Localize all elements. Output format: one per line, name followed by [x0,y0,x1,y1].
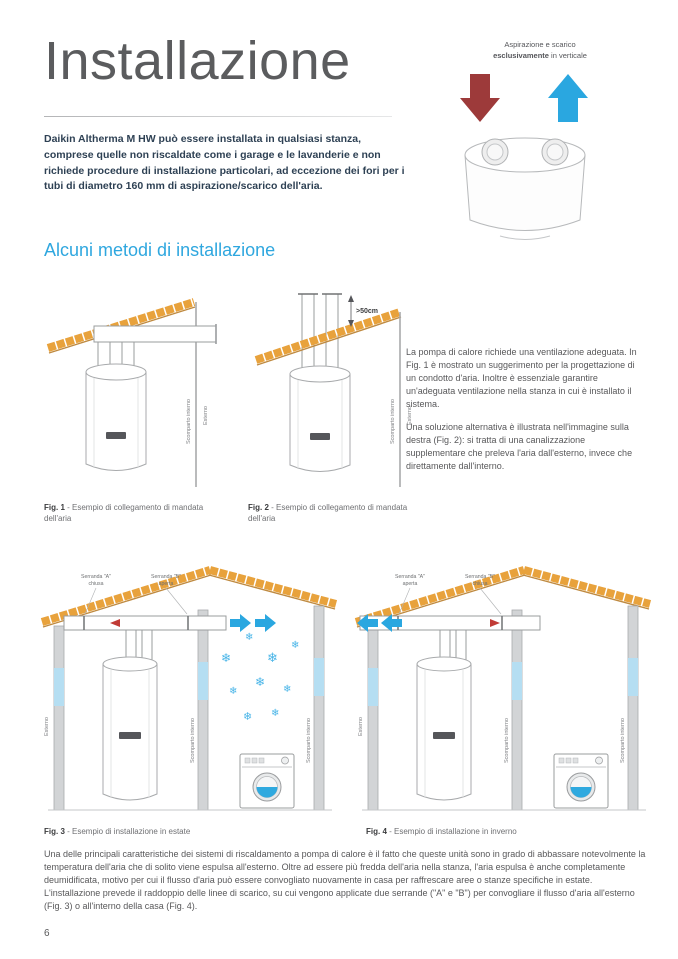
vent-illustration [440,60,640,250]
fig3-caption [44,826,324,837]
label-esterno: Esterno [44,717,50,736]
vent-note-bold: esclusivamente [493,50,549,60]
label-scomparto-interno-2: Scomparto interno [620,718,626,763]
serranda-a-state: aperta [402,581,418,587]
fig4-caption-text: - Esempio di installazione in inverno [386,827,517,836]
snowflake-icon: ❄ [245,632,254,643]
serranda-a-state: chiusa [88,581,104,587]
leader-line [166,588,187,614]
page-title: Installazione [44,31,351,91]
water-heater [417,657,471,800]
snowflake-icon: ❄ [267,650,278,665]
blue-flow-arrow-icon [255,614,276,632]
leader-line [480,588,501,614]
water-heater [86,364,146,471]
serranda-b-state: aperta [158,581,174,587]
fig2-caption-text: - Esempio di collegamento di mandata dell'aria [248,503,408,524]
fig2-caption-label: Fig. 2 [248,503,269,512]
label-scomparto-interno-1: Scomparto interno [190,718,196,763]
label-esterno: Esterno [203,406,209,425]
fig3-diagram [38,558,340,822]
fig4-caption [366,826,646,837]
roof-tiles [524,570,650,604]
dimension-arrow-icon [348,295,354,302]
water-heater-top-view [465,138,585,240]
washing-machine [554,754,608,808]
control-panel [310,433,330,440]
snowflake-icon: ❄ [221,651,232,665]
vent-note-rest: in verticale [548,50,587,60]
air-duct [94,326,216,342]
snowflake-icon: ❄ [283,684,292,695]
control-panel [106,432,126,439]
label-esterno: Esterno [407,406,413,425]
label-scomparto-interno-2: Scomparto interno [306,718,312,763]
water-heater [103,657,157,800]
vent-note-line1: Aspirazione e scarico [504,40,576,49]
fig4-diagram [352,558,654,822]
section-heading: Alcuni metodi di installazione [44,240,276,260]
serranda-a-label: Serranda "A" [395,574,425,580]
pipe [302,294,314,374]
snowflake-icon: ❄ [291,640,300,651]
fig3-caption-text: - Esempio di installazione in estate [64,827,191,836]
down-arrow-icon [460,74,500,122]
snowflake-icon: ❄ [271,708,280,719]
serranda-a-label: Serranda "A" [81,574,111,580]
title-rule [44,116,392,117]
serranda-b-label: Serranda "B" [151,574,181,580]
dimension-label: >50cm [356,308,378,315]
fig1-caption [44,502,216,524]
roof-tiles [210,570,336,604]
label-scomparto-interno: Scomparto interno [390,399,396,444]
ventilation-text [406,346,640,483]
bottom-paragraph: Una delle principali caratteristiche dei sistemi di riscaldamento a pompa di calore è il fatto che queste unità sono in grado di abbassare notevolmente la temperatura dell'aria che di solito viene espulsa all'esterno. Oltre ad essere più fredda dell'aria nella stanza, l'aria espulsa è anche completamente deumidificata, motivo per cui il flusso d'aria può essere convogliato nuovamente in casa per raffrescare aree o stanze specifiche in estate. L'installazione prevede il raddoppio delle linee di scarico, su cui vengono applicate due serrande ("A" e "B") per convogliare il flusso d'aria all'esterno (Fig. 3) o all'interno della casa (Fig. 4). [44,849,646,912]
roof-edge [523,575,649,609]
vent-note [440,40,640,61]
fig4-caption-label: Fig. 4 [366,827,387,836]
snowflake-icon: ❄ [243,711,253,723]
ventilation-paragraph-1: La pompa di calore richiede una ventilazione adeguata. In Fig. 1 è mostrato un suggerimento per la progettazione di un condotto d'aria. Inoltre è essenziale garantire un'adeguata ventilazione nella stanza in cui è installato il sistema. [406,347,637,410]
fig1-caption-label: Fig. 1 [44,503,65,512]
water-heater [290,366,350,472]
roof-edge [209,575,335,609]
page-number: 6 [44,928,50,939]
roof-tiles [356,570,524,622]
washing-machine [240,754,294,808]
air-duct [64,616,226,630]
snowflake-icon: ❄ [229,686,238,697]
blue-flow-arrow-icon [230,614,251,632]
label-esterno: Esterno [358,717,364,736]
serranda-b-label: Serranda "B" [465,574,495,580]
serranda-b-state: chiusa [472,581,488,587]
label-scomparto-interno-1: Scomparto interno [504,718,510,763]
fig3-caption-label: Fig. 3 [44,827,65,836]
snowflake-icon: ❄ [255,675,266,689]
intro-paragraph: Daikin Altherma M HW può essere installata in qualsiasi stanza, comprese quelle non riscaldate come i garage e le lavanderie e non richiede procedure di installazione particolari, ad eccezione dei fori per i tubi di diametro 160 mm di aspirazione/scarico dell'aria. [44,133,405,193]
ventilation-paragraph-2: Una soluzione alternativa è illustrata nell'immagine sulla destra (Fig. 2): si tratta di una canalizzazione supplementare che preleva l'aria dall'esterno, invece che direttamente dall'interno. [406,422,633,472]
fig2-caption [248,502,420,524]
control-panel [119,732,141,739]
control-panel [433,732,455,739]
up-arrow-icon [548,74,588,122]
fig1-diagram [44,282,239,494]
fig1-caption-text: - Esempio di collegamento di mandata dell'aria [44,503,204,524]
roof-tiles [42,570,210,622]
label-scomparto-interno: Scomparto interno [186,399,192,444]
